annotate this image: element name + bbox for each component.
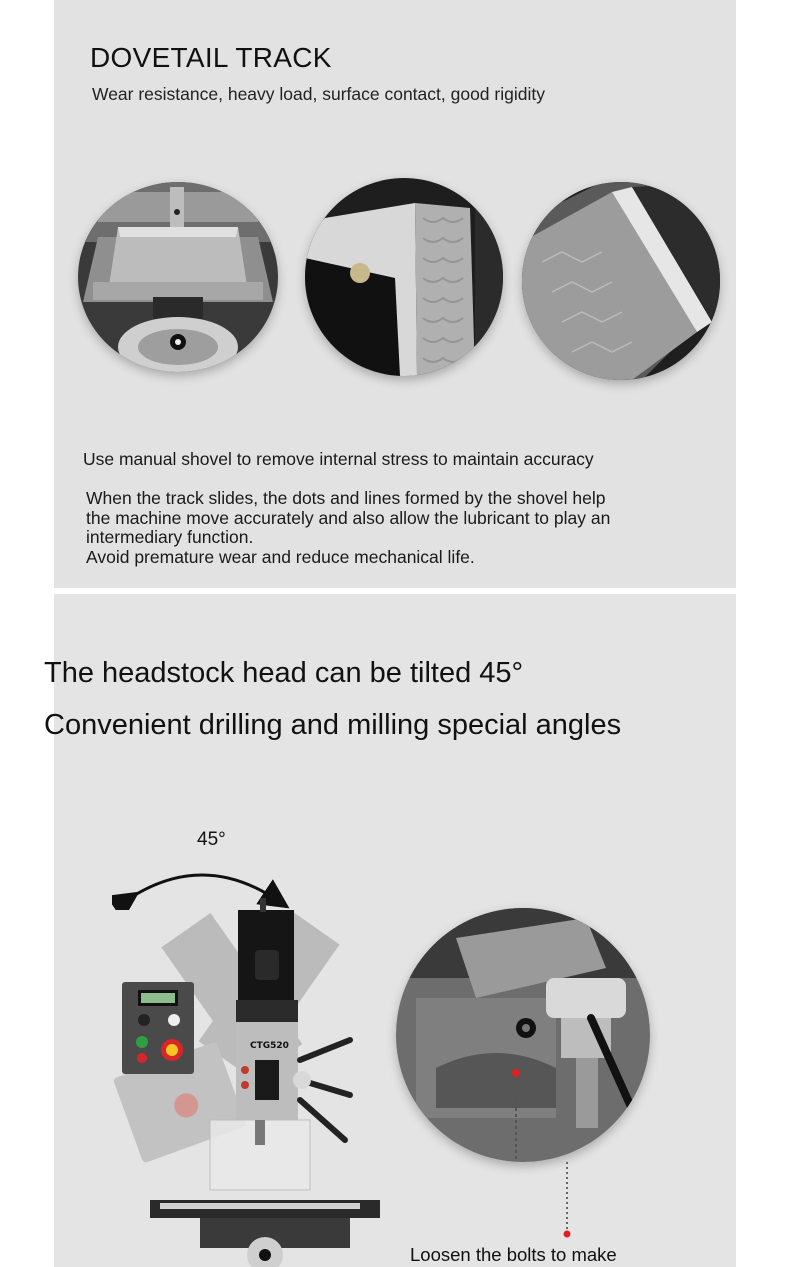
dovetail-track-panel xyxy=(54,0,736,588)
description-line: When the track slides, the dots and lines formed by the shovel help xyxy=(86,488,606,508)
loosen-bolts-caption: Loosen the bolts to make xyxy=(410,1244,617,1265)
dovetail-slide-photo xyxy=(522,182,720,380)
headstock-headline: The headstock head can be tilted 45° xyxy=(44,657,524,689)
tilt-bolt-detail-photo xyxy=(396,908,650,1162)
dovetail-table-photo xyxy=(78,182,278,372)
section-title: DOVETAIL TRACK xyxy=(90,42,332,73)
tilt-angle-label: 45° xyxy=(197,829,226,850)
milling-machine-illustration xyxy=(50,870,380,1267)
scraped-track-photo xyxy=(305,178,503,376)
description-line: intermediary function. xyxy=(86,527,254,547)
description-line: the machine move accurately and also allow the lubricant to play an xyxy=(86,507,611,528)
angles-headline: Convenient drilling and milling special angles xyxy=(44,709,622,741)
model-label: CTG520 xyxy=(250,1041,289,1051)
marker-guide-line xyxy=(560,1162,574,1242)
description-line: Avoid premature wear and reduce mechanical life. xyxy=(86,546,475,567)
dovetail-description xyxy=(86,489,726,567)
section-subtitle: Wear resistance, heavy load, surface contact, good rigidity xyxy=(92,84,545,104)
manual-shovel-caption: Use manual shovel to remove internal stress to maintain accuracy xyxy=(83,449,594,469)
